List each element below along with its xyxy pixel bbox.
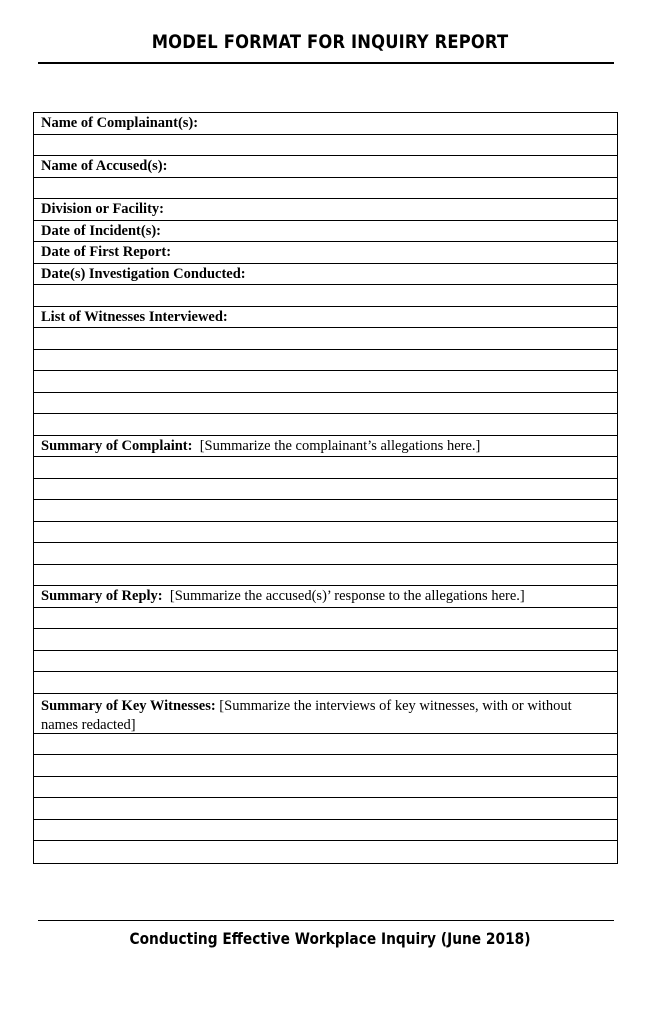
witness-input-row[interactable]: [34, 328, 617, 350]
witness-summary-input-row[interactable]: [34, 734, 617, 756]
witness-input-row[interactable]: [34, 414, 617, 436]
reply-summary-note: [Summarize the accused(s)’ response to the allegations here.]: [169, 588, 525, 604]
header-rule: [38, 62, 614, 64]
reply-summary-row: [34, 586, 617, 608]
complaint-input-row[interactable]: [34, 500, 617, 522]
complainant-input-row[interactable]: [34, 135, 617, 157]
complainant-label: Name of Complainant(s):: [41, 115, 199, 131]
witness-summary-input-row[interactable]: [34, 755, 617, 777]
complaint-input-row[interactable]: [34, 565, 617, 587]
complaint-summary-row: [34, 436, 617, 458]
complaint-input-row[interactable]: [34, 479, 617, 501]
witness-summary-input-row[interactable]: [34, 798, 617, 820]
witness-summary-row: [34, 694, 617, 734]
investigation-date-label: Date(s) Investigation Conducted:: [41, 265, 246, 282]
witnesses-label-row: [34, 307, 617, 329]
complaint-input-row[interactable]: [34, 457, 617, 479]
reply-input-row[interactable]: [34, 608, 617, 630]
division-label: Division or Facility:: [41, 201, 164, 217]
reply-summary-label: Summary of Reply:: [41, 588, 163, 604]
page-title: MODEL FORMAT FOR INQUIRY REPORT: [151, 31, 509, 53]
accused-input-row[interactable]: [34, 178, 617, 200]
first-report-date-row[interactable]: [34, 242, 617, 264]
page-footer: Conducting Effective Workplace Inquiry (June 2018): [129, 929, 531, 948]
complaint-input-row[interactable]: [34, 522, 617, 544]
footer-rule: [38, 920, 614, 921]
reply-input-row[interactable]: [34, 629, 617, 651]
reply-input-row[interactable]: [34, 651, 617, 673]
complaint-summary-label: Summary of Complaint:: [41, 437, 193, 454]
witness-summary-label: Summary of Key Witnesses:: [41, 697, 216, 714]
incident-date-label: Date of Incident(s):: [41, 222, 162, 239]
complaint-summary-note: [Summarize the complainant’s allegations here.]: [199, 437, 481, 454]
witness-input-row[interactable]: [34, 350, 617, 372]
witness-summary-input-row[interactable]: [34, 820, 617, 842]
investigation-date-input-row[interactable]: [34, 285, 617, 307]
first-report-date-label: Date of First Report:: [41, 244, 172, 260]
division-row[interactable]: [34, 199, 617, 221]
reply-input-row[interactable]: [34, 672, 617, 694]
witness-summary-input-row[interactable]: [34, 777, 617, 799]
incident-date-row[interactable]: [34, 221, 617, 243]
witness-input-row[interactable]: [34, 393, 617, 415]
witnesses-label: List of Witnesses Interviewed:: [41, 308, 228, 325]
complaint-input-row[interactable]: [34, 543, 617, 565]
accused-label-row: [34, 156, 617, 178]
investigation-date-row[interactable]: [34, 264, 617, 286]
witness-summary-input-row[interactable]: [34, 841, 617, 863]
witness-input-row[interactable]: [34, 371, 617, 393]
inquiry-report-form: [33, 112, 618, 864]
accused-label: Name of Accused(s):: [41, 158, 168, 174]
witness-summary-note: [Summarize the interviews of key witnesses, with or without names redacted]: [41, 697, 572, 733]
complainant-label-row: [34, 113, 617, 135]
